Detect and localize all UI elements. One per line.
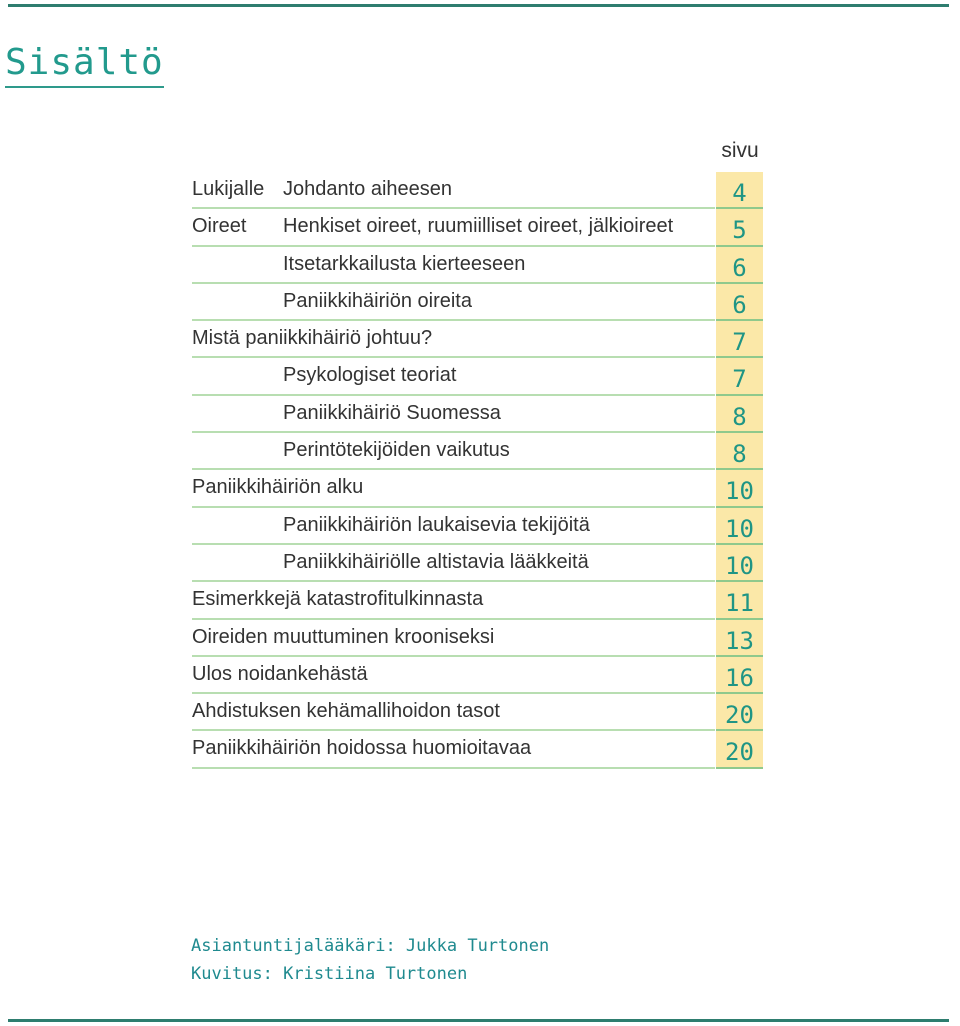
toc-page-number[interactable]: 20 [716, 731, 763, 768]
toc-row [190, 657, 763, 694]
toc-page-number[interactable]: 6 [716, 247, 763, 284]
toc-page-number[interactable]: 13 [716, 620, 763, 657]
toc-row [190, 209, 763, 246]
toc-entry[interactable]: Paniikkihäiriö Suomessa [283, 401, 501, 424]
table-of-contents [190, 172, 763, 769]
toc-page-number[interactable]: 10 [716, 508, 763, 545]
toc-entry[interactable]: Henkiset oireet, ruumiilliset oireet, jälkioireet [283, 215, 674, 238]
bottom-rule [8, 1019, 949, 1022]
toc-entry[interactable]: Johdanto aiheesen [283, 178, 453, 200]
toc-row [190, 470, 763, 507]
toc-entry[interactable]: Paniikkihäiriön hoidossa huomioitavaa [192, 737, 532, 760]
toc-row [190, 321, 763, 358]
toc-page-number[interactable]: 8 [716, 396, 763, 433]
toc-entry[interactable]: Paniikkihäiriölle altistavia lääkkeitä [283, 550, 589, 573]
top-rule [8, 4, 949, 7]
title-underline [5, 40, 164, 88]
toc-page-number[interactable]: 5 [716, 209, 763, 246]
toc-row [190, 396, 763, 433]
toc-entry[interactable]: Mistä paniikkihäiriö johtuu? [192, 327, 433, 350]
toc-section-label: Lukijalle [192, 178, 265, 200]
toc-entry[interactable]: Ulos noidankehästä [192, 662, 368, 685]
credit-medical-expert: Asiantuntijalääkäri: Jukka Turtonen [191, 936, 550, 956]
toc-row [190, 284, 763, 321]
credit-illustration: Kuvitus: Kristiina Turtonen [191, 964, 468, 984]
toc-page-number[interactable]: 8 [716, 433, 763, 470]
toc-entry[interactable]: Esimerkkejä katastrofitulkinnasta [192, 588, 484, 611]
toc-entry[interactable]: Paniikkihäiriön laukaisevia tekijöitä [283, 513, 590, 536]
toc-page-number[interactable]: 4 [716, 172, 763, 209]
toc-entry[interactable]: Ahdistuksen kehämallihoidon tasot [192, 700, 500, 723]
toc-row [190, 582, 763, 619]
toc-row [190, 358, 763, 395]
credits [191, 932, 549, 988]
toc-row [190, 620, 763, 657]
toc-page-number[interactable]: 10 [716, 545, 763, 582]
toc-entry[interactable]: Psykologiset teoriat [283, 364, 457, 387]
toc-row [190, 731, 763, 768]
toc-entry[interactable]: Perintötekijöiden vaikutus [283, 439, 510, 462]
page-title: Sisältö [5, 42, 164, 83]
toc-page-number[interactable]: 10 [716, 470, 763, 507]
toc-entry[interactable]: Oireiden muuttuminen krooniseksi [192, 625, 495, 648]
toc-page-number[interactable]: 6 [716, 284, 763, 321]
toc-entry[interactable]: Itsetarkkailusta kierteeseen [283, 252, 526, 275]
toc-section-label: Oireet [192, 215, 247, 238]
page-column-header: sivu [721, 139, 759, 162]
toc-row [190, 545, 763, 582]
toc-row [190, 172, 763, 209]
toc-row [190, 508, 763, 545]
toc-page-number[interactable]: 7 [716, 321, 763, 358]
toc-page-number[interactable]: 7 [716, 358, 763, 395]
toc-page-number[interactable]: 16 [716, 657, 763, 694]
toc-row [190, 247, 763, 284]
toc-row [190, 433, 763, 470]
toc-page-number[interactable]: 20 [716, 694, 763, 731]
toc-row [190, 694, 763, 731]
toc-entry[interactable]: Paniikkihäiriön alku [192, 476, 364, 499]
toc-page-number[interactable]: 11 [716, 582, 763, 619]
toc-entry[interactable]: Paniikkihäiriön oireita [283, 289, 472, 312]
